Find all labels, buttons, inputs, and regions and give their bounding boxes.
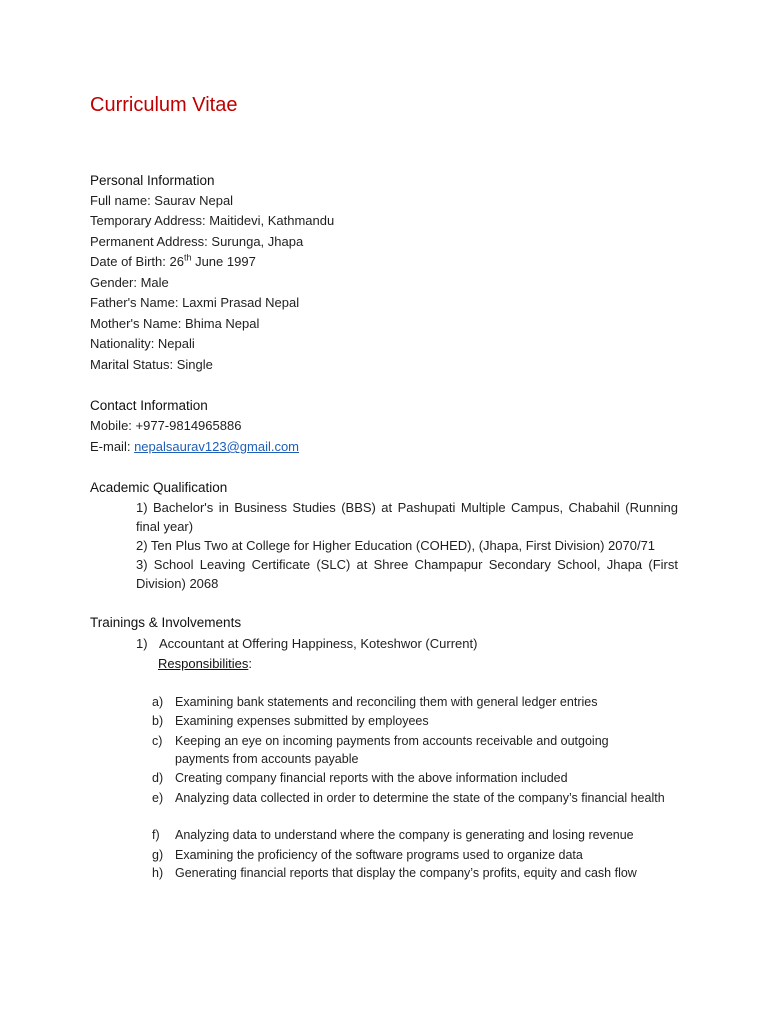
responsibility-text: Examining the proficiency of the software programs used to organize data — [175, 848, 583, 862]
responsibility-text: Analyzing data to understand where the company is generating and losing revenue — [175, 828, 634, 842]
document-title: Curriculum Vitae — [90, 94, 238, 116]
temporary-address: Temporary Address: Maitidevi, Kathmandu — [90, 213, 335, 228]
responsibility-item — [152, 693, 678, 711]
dob-superscript: th — [183, 252, 192, 263]
training-text: Accountant at Offering Happiness, Koteshwor (Current) — [159, 636, 478, 651]
responsibility-item — [152, 712, 678, 730]
mothers-name: Mother's Name: Bhima Nepal — [90, 316, 260, 331]
fathers-name: Father's Name: Laxmi Prasad Nepal — [90, 295, 300, 310]
academic-item: 1) Bachelor's in Business Studies (BBS) at Pashupati Multiple Campus, Chabahil (Running final year) — [136, 500, 678, 534]
responsibility-item — [152, 769, 678, 787]
email-label: E-mail: — [90, 439, 135, 454]
responsibility-letter: h) — [152, 866, 164, 880]
responsibility-item — [152, 789, 678, 807]
marital-status: Marital Status: Single — [90, 357, 213, 372]
responsibility-text: Generating financial reports that display the company’s profits, equity and cash flow — [175, 866, 637, 880]
responsibilities-colon: : — [248, 656, 252, 671]
responsibilities-word: Responsibilities — [158, 656, 249, 671]
gender: Gender: Male — [90, 275, 169, 290]
responsibility-letter: d) — [152, 771, 164, 785]
responsibility-item — [152, 826, 678, 844]
personal-info-heading: Personal Information — [90, 173, 215, 188]
academic-item: 2) Ten Plus Two at College for Higher Education (COHED), (Jhapa, First Division) 2070/71 — [136, 538, 656, 553]
academic-heading: Academic Qualification — [90, 480, 228, 495]
responsibility-item — [152, 846, 678, 864]
email-line — [90, 437, 299, 458]
responsibility-letter: e) — [152, 791, 164, 805]
nationality: Nationality: Nepali — [90, 336, 195, 351]
responsibility-text: Creating company financial reports with the above information included — [175, 771, 568, 785]
mobile: Mobile: +977-9814965886 — [90, 418, 242, 433]
training-number: 1) — [136, 636, 148, 651]
responsibilities-label — [158, 656, 252, 671]
responsibility-letter: g) — [152, 848, 164, 862]
trainings-heading: Trainings & Involvements — [90, 615, 242, 630]
dob-prefix: Date of Birth: 26 — [90, 254, 184, 269]
responsibility-text: Keeping an eye on incoming payments from accounts receivable and outgoing payments from accounts payable — [175, 734, 609, 766]
permanent-address: Permanent Address: Surunga, Jhapa — [90, 234, 304, 249]
responsibility-letter: c) — [152, 734, 163, 748]
responsibility-letter: f) — [152, 828, 160, 842]
responsibility-text: Examining expenses submitted by employees — [175, 714, 429, 728]
responsibility-item — [152, 732, 678, 768]
responsibility-letter: b) — [152, 714, 164, 728]
responsibility-text: Analyzing data collected in order to determine the state of the company’s financial health — [175, 791, 665, 805]
responsibility-text: Examining bank statements and reconciling them with general ledger entries — [175, 695, 598, 709]
academic-item: 3) School Leaving Certificate (SLC) at Shree Champapur Secondary School, Jhapa (First Division) 2068 — [136, 557, 678, 591]
full-name: Full name: Saurav Nepal — [90, 193, 234, 208]
dob-suffix: June 1997 — [191, 254, 256, 269]
date-of-birth — [90, 252, 256, 273]
responsibility-letter: a) — [152, 695, 164, 709]
email-link[interactable]: nepalsaurav123@gmail.com — [134, 439, 300, 454]
responsibility-item — [152, 864, 678, 882]
training-item — [136, 636, 477, 651]
contact-info-heading: Contact Information — [90, 398, 208, 413]
